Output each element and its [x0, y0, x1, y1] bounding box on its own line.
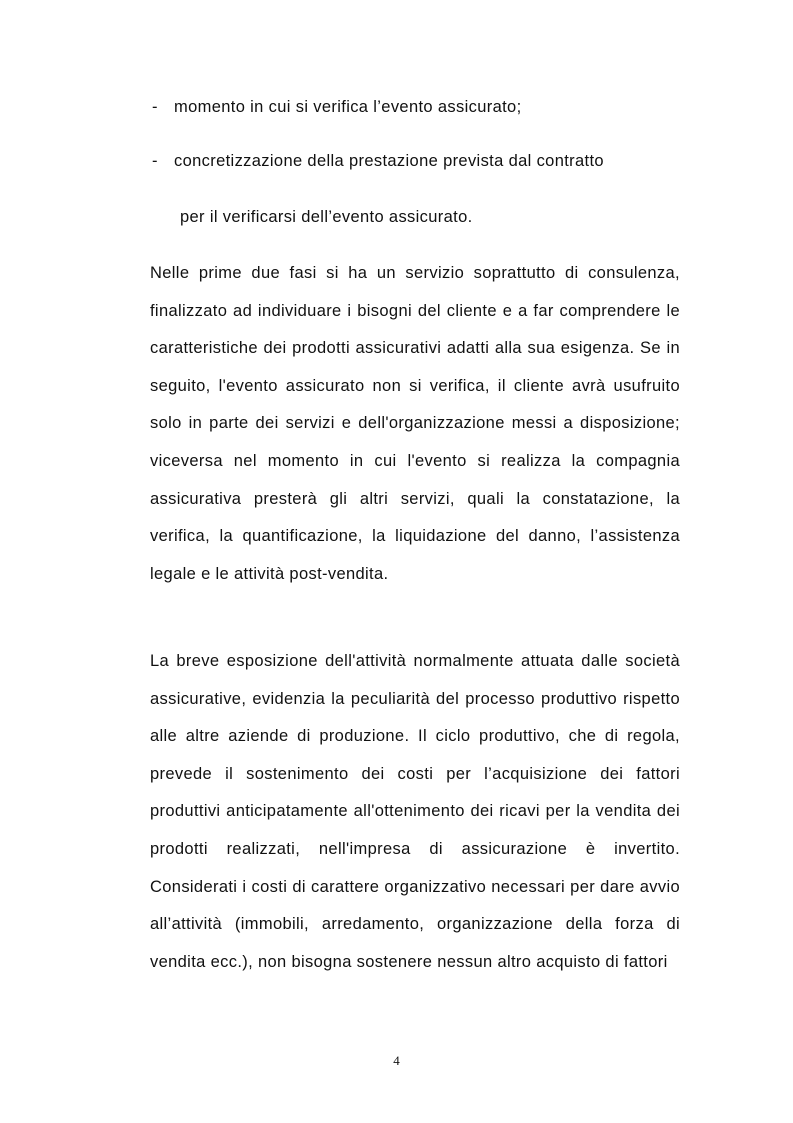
- bullet-marker: -: [152, 98, 158, 116]
- paragraph: La breve esposizione dell'attività normalmente attuata dalle società assicurative, evidenzia la peculiarità del processo produttivo rispetto alle altre aziende di produzione. Il ciclo produttivo, che di regola, prevede il sostenimento dei costi per l’acquisizione dei fattori produttivi anticipatamente all'ottenimento dei ricavi per la vendita dei prodotti realizzati, nell'impresa di assicurazione è invertito. Considerati i costi di carattere organizzativo necessari per dare avvio all’attività (immobili, arredamento, organizzazione della forza di vendita ecc.), non bisogna sostenere nessun altro acquisto di fattori: [150, 652, 680, 971]
- paragraph: Nelle prime due fasi si ha un servizio soprattutto di consulenza, finalizzato ad individuare i bisogni del cliente e a far comprendere le caratteristiche dei prodotti assicurativi adatti alla sua esigenza. Se in seguito, l'evento assicurato non si verifica, il cliente avrà usufruito solo in parte dei servizi e dell'organizzazione messi a disposizione; viceversa nel momento in cui l'evento si realizza la compagnia assicurativa presterà gli altri servizi, quali la constatazione, la verifica, la quantificazione, la liquidazione del danno, l’assistenza legale e le attività post-vendita.: [150, 264, 680, 583]
- page-number: 4: [393, 1053, 400, 1068]
- bullet-text: momento in cui si verifica l’evento assicurato;: [174, 98, 522, 116]
- bullet-continuation: per il verificarsi dell’evento assicurato.: [180, 208, 473, 226]
- bullet-marker: -: [152, 152, 158, 170]
- bullet-text: concretizzazione della prestazione prevista dal contratto: [174, 152, 604, 170]
